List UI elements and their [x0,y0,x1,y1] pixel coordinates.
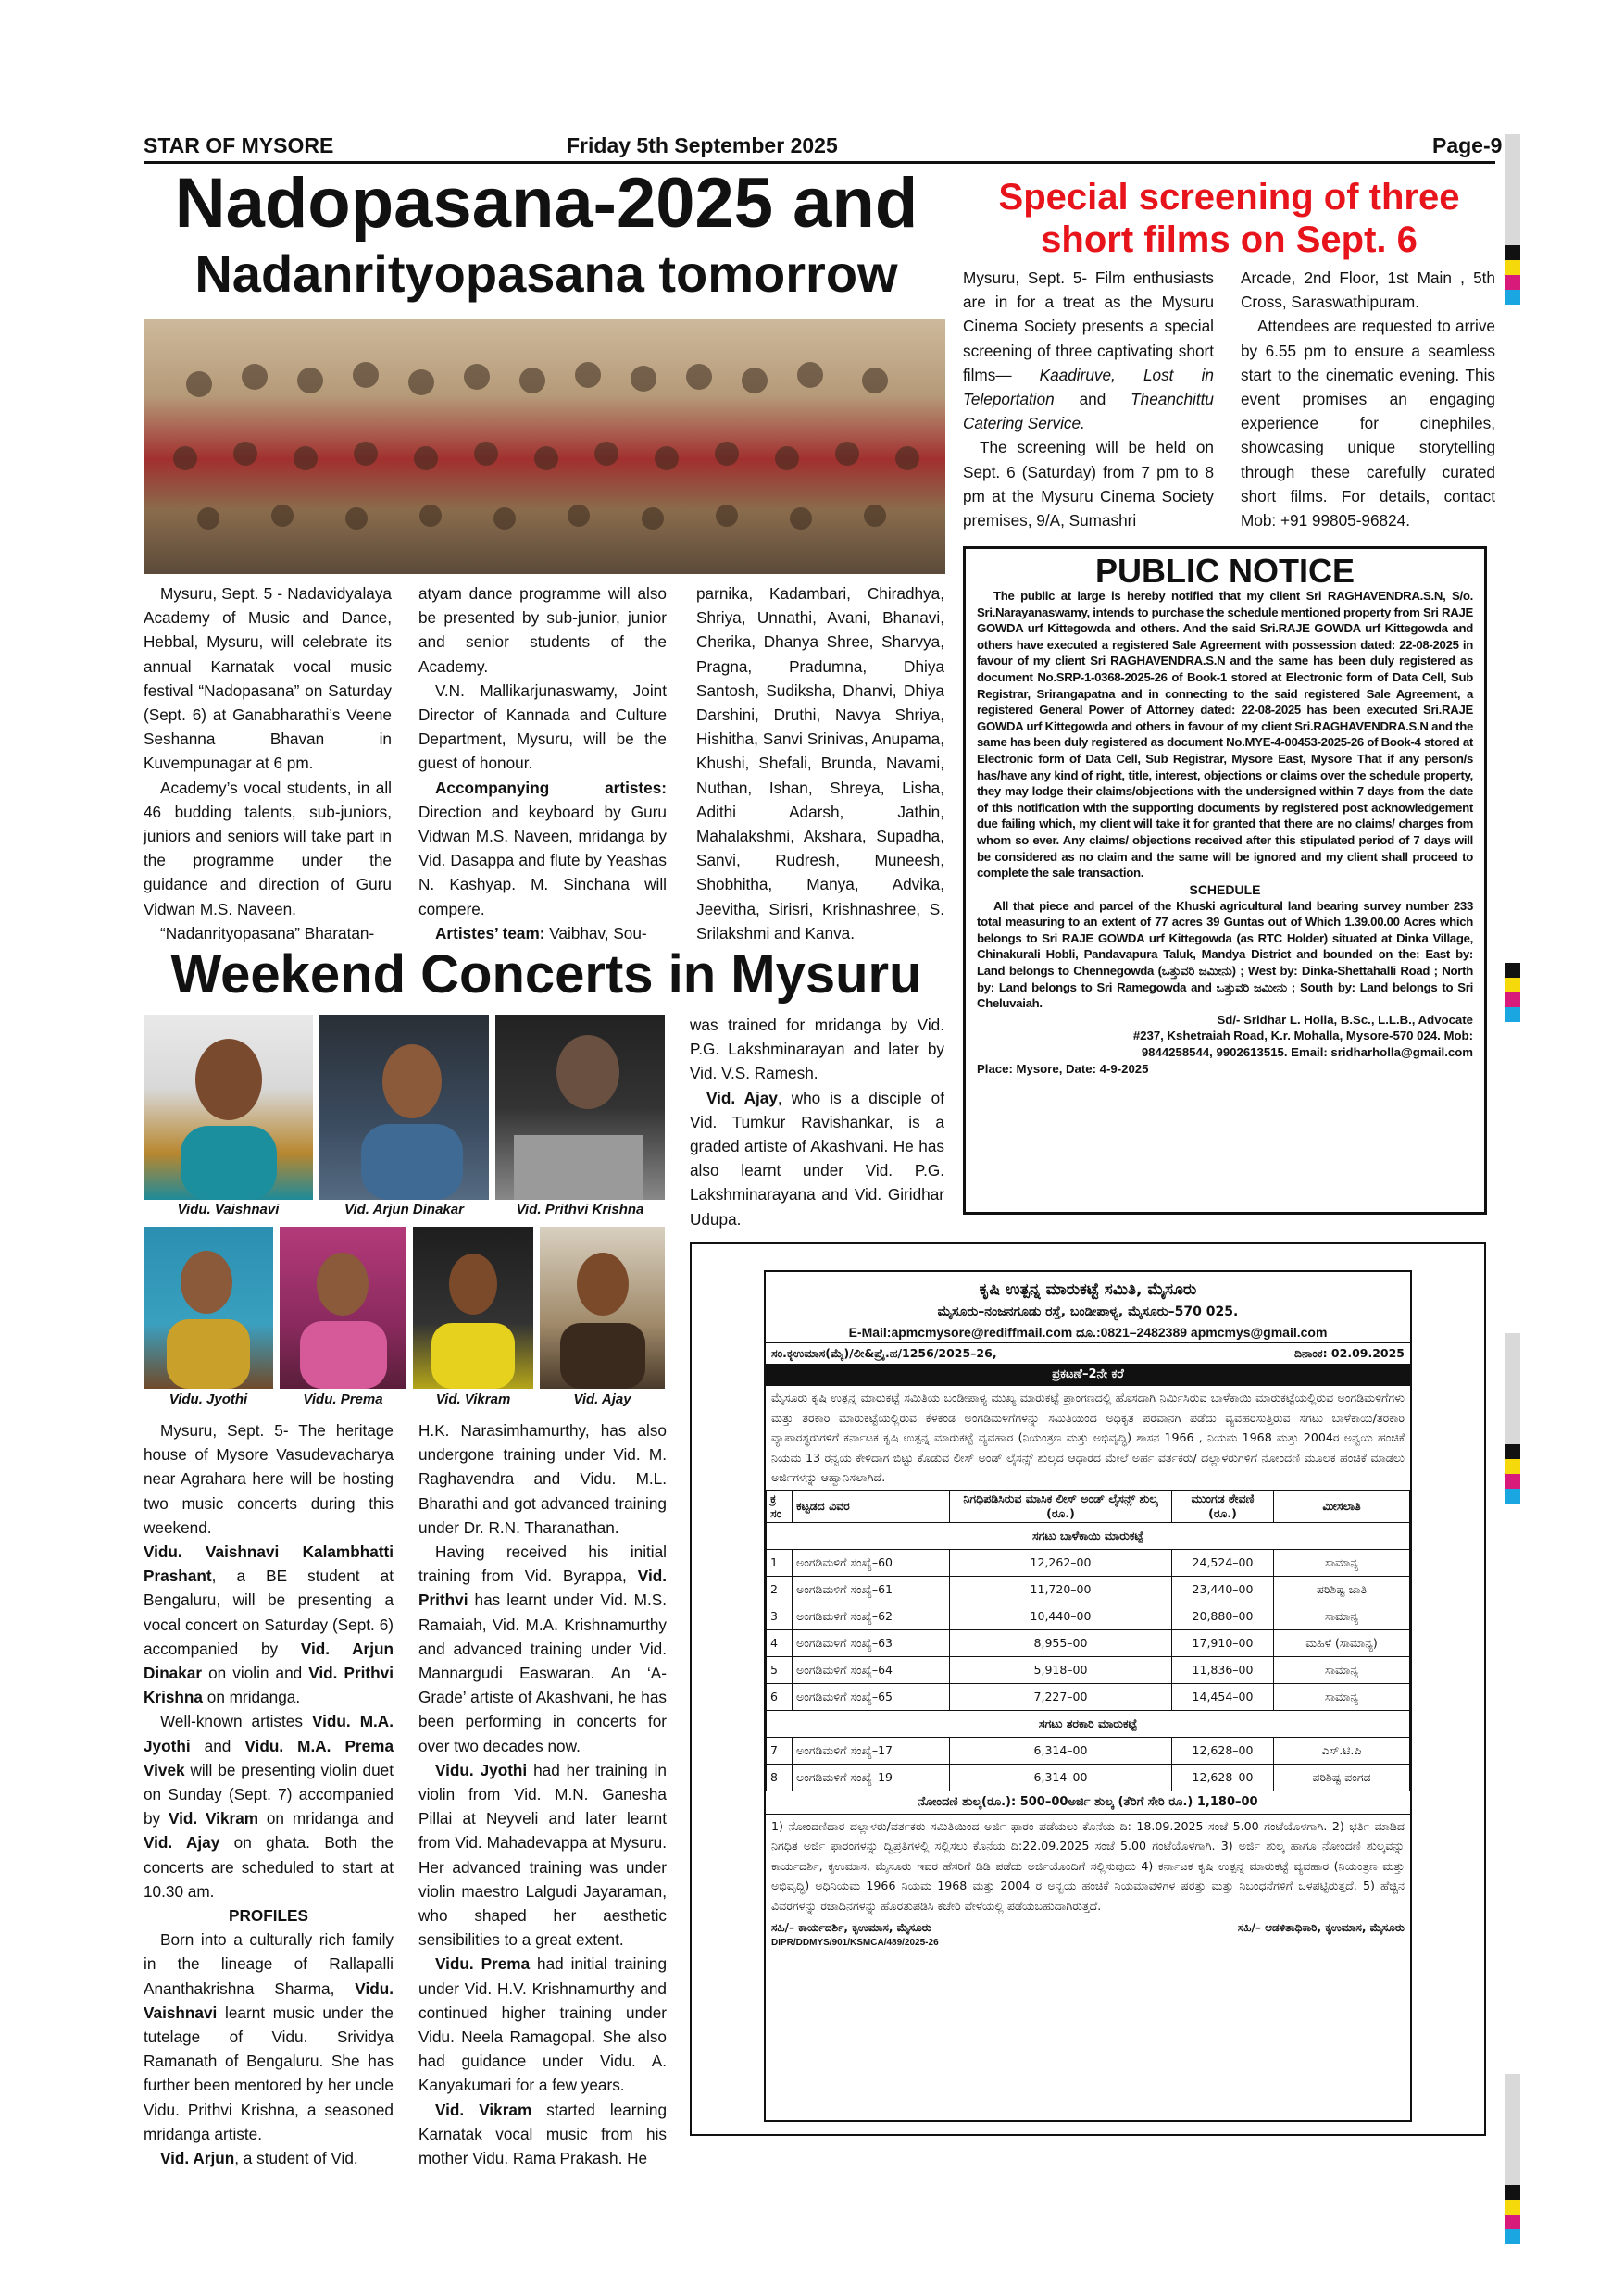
table-cell: 23,440–00 [1172,1576,1274,1603]
table-cell: ಪರಿಶಿಷ್ಟ ಜಾತಿ [1274,1576,1410,1603]
table-cell: 11,836–00 [1172,1656,1274,1683]
para-text: , who is a disciple of Vid. Tumkur Ravishankar, is a graded artiste of Akashvani. He has also learnt under Vid. P.G. Lakshminarayana and Vid. Giridhar Udupa. [690,1088,944,1229]
story2-para [963,266,1214,435]
table-cell: 4 [767,1629,793,1656]
para-text: started learning Karnatak vocal music from his mother Vidu. Rama Prakash. He [418,2100,667,2168]
grey-bar-mark [1505,134,1520,245]
color-swatch-mark [1505,275,1520,290]
portrait-silhouette-icon [144,1227,273,1389]
para-text: , a BE student at Bengaluru, will be presenting a vocal concert on Saturday (Sept. 6) accompanied by [144,1566,394,1658]
para-text: on violin and [202,1664,309,1683]
story1-headline-line2: Nadanrityopasana tomorrow [194,244,898,303]
table-row [767,1656,1410,1683]
story3-para [144,1709,394,1903]
color-swatch-mark [1505,978,1520,992]
color-swatch-mark [1505,260,1520,275]
table-row [767,1603,1410,1629]
story2-para: Arcade, 2nd Floor, 1st Main , 5th Cross, Saraswathipuram. [1241,268,1495,312]
artist-name: Vid. Arjun Dinakar [144,1639,394,1683]
portrait-silhouette-icon [540,1227,665,1389]
para-text: on mridanga and [258,1809,394,1828]
apmc-email: E-Mail:apmcmysore@rediffmail.com ದೂ.:0821–2482389 apmcmys@gmail.com [848,1325,1328,1340]
table-cell: 12,628–00 [1172,1737,1274,1764]
group-photo-figures-icon [144,319,945,574]
apmc-ref-row [766,1342,1410,1364]
para-text: Born into a culturally rich family in the lineage of Rallapalli Ananthakrishna Sharma, [144,1930,394,1998]
para-text: on mridanga. [203,1688,301,1707]
public-notice-body: The public at large is hereby notified that my client Sri RAGHAVENDRA.S.N, S/o. Sri.Narayanaswamy, intends to purchase the schedule mentioned property from Sri RAJE GOWDA urf Kittegowda and others. And the said Sri.RAJE GOWDA urf Kittegowda and others have executed a registered Sale Agreement with possession dated: 22-08-2025 in favour of my client Sri RAGHAVENDRA.S.N and the same has been duly registered as document No.SRP-1-0368-2025-26 of Book-1 stored at Electronic form of Data Cell, Sub Registrar, Srirangapatna and in connecting to the said registered Sale Agreement, a registered General Power of Attorney dated: 22-08-2025 has been executed Sri.RAJE GOWDA urf Kittegowda and others in favour of my client Sri.RAGHAVENDRA.S.N and the same has been duly registered as document No.MYE-4-00453-2025-26 of Book-4 stored at Electronic form of Data Cell, Sub Registrar, Mysore East, Mysore That if any person/s has/have any kind of right, title, interest, objections or claims over the schedule property, they may lodge their claims/objections with the undersigned within 7 days from the date of this notification with the supporting documents by registered post acknowledgement due failing which, my client will take it for granted that there are no claims/ charges from whom so ever. Any claims/ objections received after this stipulated period of 7 days will be considered as no claim and the same will be ignored and my client shall proceed to complete the sale transaction. [977,589,1473,880]
page-number: Page-9 [1432,133,1503,157]
schedule-title: SCHEDULE [1189,881,1261,897]
artist-name: Vidu. Prema [435,1954,531,1974]
para-text: on ghata. Both the concerts are scheduled to start at 10.30 am. [144,1833,394,1901]
table-cell: ಅಂಗಡಿಮಳಿಗೆ ಸಂಖ್ಯೆ–63 [793,1629,950,1656]
col-header: ಕಟ್ಟಡದ ವಿವರ [793,1490,950,1522]
story2-para: The screening will be held on Sept. 6 (Saturday) from 7 pm to 8 pm at the Mysuru Cinema Society premises, 9/A, Sumashri [963,438,1214,530]
story2-headline-line2: short films on Sept. 6 [1041,219,1418,260]
artist-name: Vidu. Vaishnavi Kalambhatti Prashant [144,1542,394,1586]
apmc-ad-inner [764,1270,1412,2122]
story1-para [418,776,667,921]
table-header-row [767,1490,1410,1522]
table-cell: ಅಂಗಡಿಮಳಿಗೆ ಸಂಖ್ಯೆ–61 [793,1576,950,1603]
para-text: and [1054,390,1131,409]
story3-para: Mysuru, Sept. 5- The heritage house of Mysore Vasudevacharya near Agrahara here will be hosting two music concerts during this weekend. [144,1421,394,1537]
photo-caption: Vidu. Vaishnavi [177,1202,280,1217]
prema-portrait-icon [280,1227,406,1389]
para-text: had her training in violin from Vid. M.N. Ganesha Pillai at Neyveli and later learnt from Vid. Mahadevappa at Mysuru. Her advanced training was under violin maestro Lalgudi Jayaraman, who shaped her aesthetic sensibilities to a great extent. [418,1760,667,1950]
table-cell: 24,524–00 [1172,1549,1274,1576]
artist-name: Vid. Vikram [435,2100,532,2119]
vaishnavi-portrait-icon [144,1015,313,1200]
story3-para [418,1758,667,1953]
public-notice-title: PUBLIC NOTICE [1094,552,1355,590]
bold-lead: Accompanying artistes: [435,778,667,797]
story3-para [144,1928,394,2146]
schedule-body: All that piece and parcel of the Khuski agricultural land bearing survey number 233 total measuring to an extent of 77 acres 39 Guntas out of Which 1.39.00.00 Acres which belongs to Sri RAJE GOWDA urf Kittegowda (as RTC Holder) situated at Dinka Village, Chinakurali Hobli, Pandavapura Taluk, Mandya District and bounded on the: East by: Land belongs to Chennegowda (ಒತ್ತುವರಿ ಜಮೀನು) ; West by: Dinka-Shettahalli Road ; North by: Land belongs to Sri Ramegowda and ಒತ್ತುವರಿ ಜಮೀನು ; South by: Land belongs to Sri Cheluvaiah. [977,898,1473,1011]
col-header: ಮೀಸಲಾತಿ [1274,1490,1410,1522]
story3-side-col [690,1013,944,1231]
group-label: ಸಗಟು ತರಕಾರಿ ಮಾರುಕಟ್ಟೆ [767,1710,1410,1737]
apmc-table [766,1490,1410,1791]
para-text: has learnt under Vid. M.S. Ramaiah, Vid. M.A. Krishnamurthy and advanced training under Vid. Mannargudi Easwaran. An ‘A-Grade’ artiste of Akashvani, he has been performing in concerts for over two decades now. [418,1591,667,1755]
artist-name: Vidu. Jyothi [435,1760,528,1779]
table-row [767,1576,1410,1603]
table-cell: 7 [767,1737,793,1764]
story1-para: Academy’s vocal students, in all 46 budding talents, sub-juniors, juniors and seniors will take part in the programme under the guidance and direction of Guru Vidwan M.S. Naveen. [144,778,392,918]
artist-name: Vid. Arjun [160,2149,235,2168]
table-group-row [767,1522,1410,1549]
story1-para: atyam dance programme will also be presented by sub-junior, junior and senior students of the Academy. [418,584,667,676]
grey-bar-mark [1505,2074,1520,2185]
story1-para: “Nadanrityopasana” Bharatan- [160,923,375,942]
bold-lead: Vid. Ajay [706,1088,778,1107]
table-cell: 2 [767,1576,793,1603]
color-swatch-mark [1505,1459,1520,1474]
film-titles: Kaadiruve, Lost in Teleportation [963,365,1214,409]
story3-para [418,1540,667,1758]
table-cell: ಅಂಗಡಿಮಳಿಗೆ ಸಂಖ್ಯೆ–62 [793,1603,950,1629]
grey-bar-mark [1505,1333,1520,1444]
story3-para [418,1952,667,2097]
table-cell: 1 [767,1549,793,1576]
prithvi-portrait-icon [495,1015,665,1200]
color-swatch-mark [1505,245,1520,260]
ajay-portrait-icon [540,1227,665,1389]
table-row [767,1737,1410,1764]
advocate-address: #237, Kshetraiah Road, K.r. Mohalla, Mysore-570 024. Mob: 9844258544, 9902613515. Email: sridharholla@gmail.com [1132,1029,1473,1060]
table-cell: ಅಂಗಡಿಮಳಿಗೆ ಸಂಖ್ಯೆ–60 [793,1549,950,1576]
story3-para [144,1540,394,1709]
table-row [767,1549,1410,1576]
table-cell: ಅಂಗಡಿಮಳಿಗೆ ಸಂಖ್ಯೆ–19 [793,1764,950,1791]
table-cell: ಮಹಿಳೆ (ಸಾಮಾನ್ಯ) [1274,1629,1410,1656]
table-row [767,1764,1410,1791]
story2-col2 [1241,266,1495,532]
artist-name: Vid. Ajay [144,1833,220,1853]
table-cell: 3 [767,1603,793,1629]
para-text: Mysuru, Sept. 5- Film enthusiasts are in for a treat as the Mysuru Cinema Society presents a special screening of three captivating short films— [963,268,1214,384]
story1-headline-line1: Nadopasana-2025 and [174,164,918,243]
apmc-ref: ಸಂ.ಕೃಉಮಾಸ(ಮೈ)/ಲೀ&ಪ್ರೈ.ಹ/1256/2025–26, [771,1346,997,1360]
apmc-sign-row [766,1917,1410,1938]
table-group-row [767,1710,1410,1737]
story1-headline [144,164,949,303]
apmc-title: ಕೃಷಿ ಉತ್ಪನ್ನ ಮಾರುಕಟ್ಟೆ ಸಮಿತಿ, ಮೈಸೂರು [979,1280,1197,1299]
para-text: Well-known artistes [160,1712,312,1731]
story2-headline-line1: Special screening of three [998,177,1460,218]
artist-name: Vid. Prithvi Krishna [144,1664,394,1707]
table-cell: ಅಂಗಡಿಮಳಿಗೆ ಸಂಖ್ಯೆ–64 [793,1656,950,1683]
group-photo-icon [144,319,945,574]
table-cell: ಅಂಗಡಿಮಳಿಗೆ ಸಂಖ್ಯೆ–65 [793,1683,950,1710]
notice-place-date: Place: Mysore, Date: 4-9-2025 [977,1061,1149,1076]
color-swatch-mark [1505,2229,1520,2244]
table-cell: 8 [767,1764,793,1791]
table-row [767,1629,1410,1656]
table-cell: ಎಸ್.ಟಿ.ಪಿ [1274,1737,1410,1764]
color-swatch-mark [1505,290,1520,305]
paper-name: STAR OF MYSORE [144,133,334,157]
table-cell: 11,720–00 [950,1576,1172,1603]
apmc-ad-outer [690,1242,1486,2136]
apmc-band: ಪ್ರಕಟಣೆ–2ನೇ ಕರೆ [766,1364,1410,1386]
photo-caption: Vidu. Prema [303,1391,383,1407]
color-swatch-mark [1505,992,1520,1007]
photo-caption: Vid. Arjun Dinakar [344,1202,464,1217]
color-swatch-mark [1505,2185,1520,2200]
apmc-intro: ಮೈಸೂರು ಕೃಷಿ ಉತ್ಪನ್ನ ಮಾರುಕಟ್ಟೆ ಸಮಿತಿಯ ಬಂಡೀಪಾಳ್ಯ ಮುಖ್ಯ ಮಾರುಕಟ್ಟೆ ಪ್ರಾಂಗಣದಲ್ಲಿ ಹೊಸದಾಗಿ ನಿರ್ಮಿಸಿರುವ ಬಾಳೆಕಾಯಿ ಮಾರುಕಟ್ಟೆಯಲ್ಲಿರುವ ಅಂಗಡಿಮಳಿಗೆಗಳು ಮತ್ತು ತರಕಾರಿ ಮಾರುಕಟ್ಟೆಯಲ್ಲಿರುವ ಕೆಳಕಂಡ ಅಂಗಡಿಮಳಿಗೆಗಳನ್ನು ಸಮಿತಿಯಿಂದ ಅಧಿಕೃತ ಪರವಾನಗಿ ಪಡೆದು ವ್ಯವಹರಿಸುತ್ತಿರುವ ಸಗಟು ಬಾಳೆಕಾಯಿ/ತರಕಾರಿ ವ್ಯಾಪಾರಸ್ಥರುಗಳಿಗೆ ಕರ್ನಾಟಕ ಕೃಷಿ ಉತ್ಪನ್ನ ಮಾರುಕಟ್ಟೆ ವ್ಯವಹಾರ (ನಿಯಂತ್ರಣ ಮತ್ತು ಅಭಿವೃದ್ಧಿ) ಶಾಸನ 1966 , ನಿಯಮ 1968 ಮತ್ತು 2004ರ ಅನ್ವಯ ಹಂಚಿಕೆ ನಿಯಮ 13 ರನ್ವಯ ಕೇಳಿದಾಗ ಬಿಟ್ಟು ಕೊಡುವ ಲೀಸ್ ಅಂಡ್ ಲೈಸನ್ಸ್ ಶುಲ್ಕದ ಆಧಾರದ ಮೇಲೆ ಅರ್ಹ ವರ್ತಕರು/ ದಲ್ಲಾಳರುಗಳಿಗೆ ನೋಂದಣಿ ಮೂಲಕ ಹಂಚಿಕೆ ಮಾಡಲು ಅರ್ಜಿಗಳನ್ನು ಆಹ್ವಾನಿಸಲಾಗಿದೆ. [771,1391,1405,1484]
apmc-address: ಮೈಸೂರು–ನಂಜನಗೂಡು ರಸ್ತೆ, ಬಂಡೀಪಾಳ್ಯ, ಮೈಸೂರು–570 025. [937,1304,1239,1319]
table-cell: 6,314–00 [950,1764,1172,1791]
table-cell: 5 [767,1656,793,1683]
table-cell: 17,910–00 [1172,1629,1274,1656]
photo-caption: Vidu. Jyothi [169,1391,248,1407]
public-notice-box [963,546,1487,1215]
table-cell: 6,314–00 [950,1737,1172,1764]
issue-date: Friday 5th September 2025 [567,133,838,157]
apmc-date: ದಿನಾಂಕ: 02.09.2025 [1293,1346,1405,1360]
table-cell: 20,880–00 [1172,1603,1274,1629]
photo-caption: Vid. Vikram [435,1391,511,1407]
color-swatch-mark [1505,963,1520,978]
color-swatch-mark [1505,1444,1520,1459]
story1-para [418,921,667,945]
story3-para [690,1086,944,1231]
table-cell: 10,440–00 [950,1603,1172,1629]
artist-name: Vidu. M.A. Jyothi [144,1712,394,1755]
story1-para: Mysuru, Sept. 5 - Nadavidyalaya Academy of Music and Dance, Hebbal, Mysuru, will celebrate its annual Karnatak vocal music festival “Nadopasana” on Saturday (Sept. 6) at Ganabharathi’s Veene Seshanna Bhavan in Kuvempunagar at 6 pm. [144,584,392,773]
story1-para: parnika, Kadambari, Chiradhya, Shriya, Unnathi, Avani, Bhanavi, Cherika, Dhanya Shree, Sharvya, Pragna, Pradumna, Dhiya Santosh, Sudiksha, Dhanvi, Dhiya Darshini, Druthi, Navya Shriya, Hishitha, Sanvi Srinivas, Anupama, Khushi, Shefali, Brunda, Navami, Nuthan, Ishan, Shreya, Lisha, Adithi Adarsh, Jathin, Mahalakshmi, Akshara, Supadha, Sanvi, Rudresh, Muneesh, Shobhitha, Manya, Advika, Jeevitha, Sirisri, Krishnashree, S. Srilakshmi and Kanva. [696,584,944,942]
artist-name: Vid. Prithvi [418,1566,667,1610]
para-text: had initial training under Vid. H.V. Krishnamurthy and continued higher training under Vidu. Neela Ramagopal. She also had guidance under Vidu. A. Kanyakumari for a few years. [418,1954,667,2095]
story2-headline [963,176,1495,261]
portrait-silhouette-icon [144,1015,313,1200]
para-text: will be presenting violin duet on Sunday (Sept. 7) accompanied by [144,1760,394,1828]
table-cell: ಸಾಮಾನ್ಯ [1274,1549,1410,1576]
story1-col2 [418,581,667,945]
table-cell: 6 [767,1683,793,1710]
para-text: Having received his initial training from Vid. Byrappa, [418,1542,667,1586]
story1-para: V.N. Mallikarjunaswamy, Joint Director of Kannada and Culture Department, Mysuru, will be the guest of honour. [418,680,667,773]
table-cell: 7,227–00 [950,1683,1172,1710]
para-text: Vaibhav, Sou- [544,923,647,942]
portrait-silhouette-icon [319,1015,489,1200]
para-text: learnt music under the tutelage of Vidu. Srividya Ramanath of Bengaluru. She has further been mentored by her uncle Vidu. Prithvi Krishna, a seasoned mridanga artiste. [144,2003,394,2143]
table-row [767,1683,1410,1710]
vikram-portrait-icon [413,1227,533,1389]
story2-col1 [963,266,1214,532]
table-cell: ಸಾಮಾನ್ಯ [1274,1656,1410,1683]
table-cell: ಸಾಮಾನ್ಯ [1274,1603,1410,1629]
story3-headline: Weekend Concerts in Mysuru [170,944,922,1004]
portrait-silhouette-icon [495,1015,665,1200]
col-header: ಮುಂಗಡ ಠೇವಣಿ (ರೂ.) [1172,1490,1274,1522]
story3-para [418,2098,667,2171]
apmc-terms: 1) ನೋಂದಣಿದಾರ ದಲ್ಲಾಳರು/ವರ್ತಕರು ಸಮಿತಿಯಿಂದ ಅರ್ಜಿ ಫಾರಂ ಪಡೆಯಲು ಕೊನೆಯ ದಿ: 18.09.2025 ಸಂಜೆ 5.00 ಗಂಟೆಯೊಳಗಾಗಿ. 2) ಭರ್ತಿ ಮಾಡಿದ ನಿಗಧಿತ ಅರ್ಜಿ ಫಾರಂಗಳನ್ನು ದ್ವಿಪ್ರತಿಗಳಲ್ಲಿ ಸಲ್ಲಿಸಲು ಕೊನೆಯ ದಿ:22.09.2025 ಸಂಜೆ 5.00 ಗಂಟೆಯೊಳಗಾಗಿ. 3) ಅರ್ಜಿ ಶುಲ್ಕ ಹಾಗೂ ನೋಂದಣಿ ಶುಲ್ಕವನ್ನು ಕಾರ್ಯದರ್ಶಿ, ಕೃಉಮಾಸ, ಮೈಸೂರು ಇವರ ಹೆಸರಿಗೆ ಡಿಡಿ ಪಡೆದು ಅರ್ಜಿಯೊಂದಿಗೆ ಸಲ್ಲಿಸುವುದು 4) ಕರ್ನಾಟಕ ಕೃಷಿ ಉತ್ಪನ್ನ ಮಾರುಕಟ್ಟೆ ವ್ಯವಹಾರ (ನಿಯಂತ್ರಣ ಮತ್ತು ಅಭಿವೃದ್ಧಿ) ಅಧಿನಿಯಮ 1966 ನಿಯಮ 1968 ಮತ್ತು 2004 ರ ಅನ್ವಯ ಹಂಚಿಕೆ ನಿಯಮಾವಳಿಗಳ ಷರತ್ತು ಮತ್ತು ನಿಬಂಧನೆಗಳಿಗೆ ಒಳಪಟ್ಟಿರುತ್ತದೆ. 5) ಹೆಚ್ಚಿನ ವಿವರಗಳನ್ನು ರಜಾದಿನಗಳನ್ನು ಹೊರತುಪಡಿಸಿ ಕಚೇರಿ ವೇಳೆಯಲ್ಲಿ ಪಡೆಯಬಹುದಾಗಿರುತ್ತದೆ. [771,1818,1405,1913]
dipr-code: DIPR/DDMYS/901/KSMCA/489/2025-26 [771,1938,939,1948]
color-swatch-mark [1505,1007,1520,1022]
color-swatch-mark [1505,1489,1520,1504]
para-text: Direction and keyboard by Guru Vidwan M.S. Naveen, mridanga by Vid. Dasappa and flute by Yeashas N. Kashyap. M. Sinchana will compere. [418,802,667,918]
artist-name: Vidu. Vaishnavi [144,1978,394,2022]
sign-secretary: ಸಹಿ/– ಕಾರ್ಯದರ್ಶಿ, ಕೃಉಮಾಸ, ಮೈಸೂರು [771,1921,931,1934]
story3-col1 [144,1418,394,2170]
portrait-silhouette-icon [280,1227,406,1389]
jyothi-portrait-icon [144,1227,273,1389]
table-cell: 12,262–00 [950,1549,1172,1576]
color-swatch-mark [1505,2200,1520,2215]
group-label: ಸಗಟು ಬಾಳೆಕಾಯಿ ಮಾರುಕಟ್ಟೆ [767,1522,1410,1549]
film-title: Theanchittu Catering Service. [963,390,1214,433]
story2-para: Attendees are requested to arrive by 6.55 pm to ensure a seamless start to the cinematic evening. This event promises an engaging experience for cinephiles, showcasing unique storytelling through these carefully curated short films. For details, contact Mob: +91 99805-96824. [1241,317,1495,530]
col-header: ಕ್ರ ಸಂ [767,1490,793,1522]
table-cell: ಅಂಗಡಿಮಳಿಗೆ ಸಂಖ್ಯೆ–17 [793,1737,950,1764]
apmc-fee-line: ನೋಂದಣಿ ಶುಲ್ಕ(ರೂ.): 500–00ಅರ್ಜಿ ಶುಲ್ಕ (ತೆರಿಗೆ ಸೇರಿ ರೂ.) 1,180–00 [766,1791,1410,1815]
bold-lead: Artistes’ team: [435,923,545,942]
table-cell: ಪರಿಶಿಷ್ಟ ಪಂಗಡ [1274,1764,1410,1791]
story1-col3 [696,581,944,945]
para-text: and [190,1736,245,1755]
photo-caption: Vid. Prithvi Krishna [516,1202,644,1217]
para-text: , a student of Vid. [234,2149,358,2168]
portrait-silhouette-icon [413,1227,533,1389]
artist-name: Vid. Vikram [168,1809,259,1828]
table-cell: 12,628–00 [1172,1764,1274,1791]
arjun-portrait-icon [319,1015,489,1200]
sign-administrator: ಸಹಿ/– ಆಡಳಿತಾಧಿಕಾರಿ, ಕೃಉಮಾಸ, ಮೈಸೂರು [1237,1921,1405,1934]
color-swatch-mark [1505,1474,1520,1489]
table-cell: ಸಾಮಾನ್ಯ [1274,1683,1410,1710]
story3-para [144,2146,394,2170]
profiles-subhead: PROFILES [229,1906,308,1926]
story3-para: was trained for mridanga by Vid. P.G. Lakshminarayan and later by Vid. V.S. Ramesh. [690,1016,944,1083]
story3-col2 [418,1418,667,2170]
table-cell: 5,918–00 [950,1656,1172,1683]
story3-para: H.K. Narasimhamurthy, has also undergone training under Vid. M. Raghavendra and Vidu. M.L. Bharathi and got advanced training under Dr. R.N. Tharanathan. [418,1421,667,1537]
col-header: ನಿಗಧಿಪಡಿಸಿರುವ ಮಾಸಿಕ ಲೀಸ್ ಅಂಡ್ ಲೈಸನ್ಸ್ ಶುಲ್ಕ (ರೂ.) [950,1490,1172,1522]
advocate-name: Sd/- Sridhar L. Holla, B.Sc., L.L.B., Advocate [1217,1012,1473,1027]
table-cell: 8,955–00 [950,1629,1172,1656]
table-cell: 14,454–00 [1172,1683,1274,1710]
story1-col1 [144,581,392,945]
artist-name: Vidu. M.A. Prema Vivek [144,1736,394,1779]
color-swatch-mark [1505,2215,1520,2229]
photo-caption: Vid. Ajay [573,1391,631,1407]
